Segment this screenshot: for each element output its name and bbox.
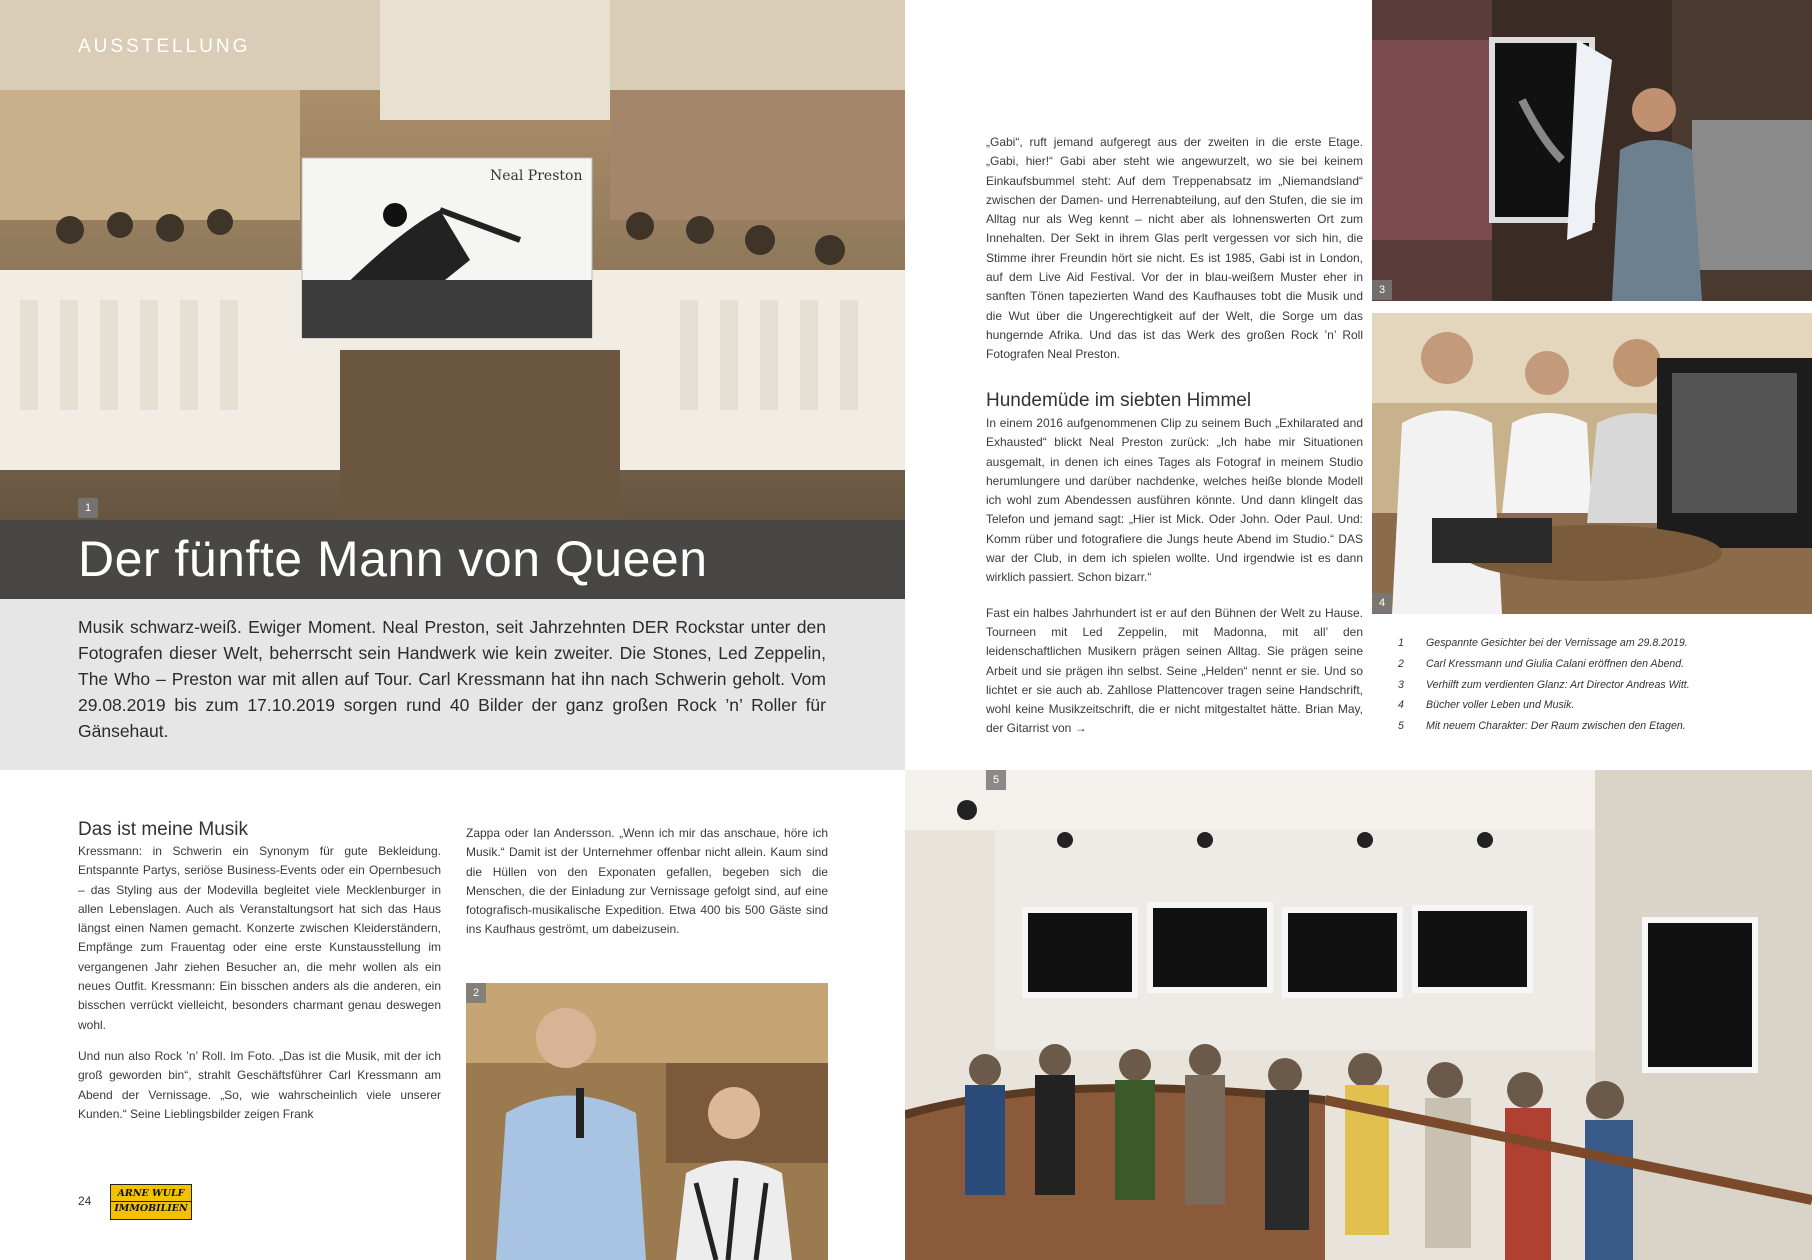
photo-number-badge: 4 — [1372, 593, 1392, 613]
section-label: AUSSTELLUNG — [78, 36, 251, 57]
right-column-text-2 — [986, 414, 1363, 751]
section-heading: Hundemüde im siebten Himmel — [986, 390, 1252, 411]
paragraph: Kressmann: in Schwerin ein Synonym für gute Bekleidung. Entspannte Partys, seriöse Business-Events oder ein Opernbesuch – das Styling aus der Modevilla begleitet viele Mecklenburger in allen Lebenslagen. Auch als Veranstaltungsort hat sich das Haus längst einen Namen gemacht. Konzerte zwischen Kleiderständern, Empfänge zum Frauentag oder eine erste Kunstausstellung im vergangenen Jahr ziehen Besucher an, die mehr wollen als ein neues Outfit. Kressmann: Ein bisschen anders als die anderen, ein bisschen verrückt vielleicht, besonders charmant genau deswegen wohl. — [78, 844, 441, 1032]
photo-number-badge: 1 — [78, 498, 98, 518]
left-column-1 — [78, 842, 441, 1136]
paragraph: Und nun also Rock ’n’ Roll. Im Foto. „Das ist die Musik, mit der ich groß geworden bin“, strahlt Geschäftsführer Carl Kressmann am Abend der Vernissage. „So, wie wahrscheinlich viele unserer Kunden.“ Seine Lieblingsbilder zeigen Frank — [78, 1048, 441, 1121]
paragraph: Fast ein halbes Jahrhundert ist er auf den Bühnen der Welt zu Hause. Tourneen mit Led Zeppelin, mit Madonna, mit all’ den leidenschaftlichen Musikern prägen seinen Alltag. Sie prägen seine Arbeit und sie prägen ihn selbst. Seine „Helden“ nennt er sie. Und so lichtet er sie auch ab. Zahllose Plattencover tragen seine Handschrift, wohl keine Musikzeitschrift, die er nicht mitgestaltet hätte. Brian May, der Gitarrist von → — [986, 605, 1363, 736]
photo-atrium-hero — [0, 0, 905, 599]
caption-item: 4 Bücher voller Leben und Musik. — [1398, 699, 1575, 712]
photo-number-badge: 2 — [466, 983, 486, 1003]
photo-art-director — [1372, 0, 1812, 301]
caption-item: 3 Verhilft zum verdienten Glanz: Art Director Andreas Witt. — [1398, 678, 1690, 691]
paragraph: In einem 2016 aufgenommenen Clip zu seinem Buch „Exhilarated and Exhausted“ blickt Neal Preston zurück: „Ich habe mir Situationen ausgemalt, in denen ich eines Tages als Fotograf in meinem Studio herumlungere und darüber nachdenke, welches heiße blonde Modell ich wohl zum Abendessen ausführen könnte. Und dann klingelt das Telefon und jemand sagt: „Hier ist Mick. Oder John. Oder Paul. Und: Komm rüber und fotografiere die Jungs heute Abend im Studio.“ DAS war der Club, in dem ich spielen wollte. Und irgendwie ist es dann wirklich passiert. Schon bizarr.“ — [986, 416, 1363, 585]
photo-gallery-stairs — [905, 770, 1812, 1260]
caption-item: 2 Carl Kressmann und Giulia Calani eröffnen den Abend. — [1398, 657, 1685, 670]
paragraph: „Gabi“, ruft jemand aufgeregt aus der zweiten in die erste Etage. „Gabi, hier!“ Gabi aber steht wie angewurzelt, wo sie bei keinem Einkaufsbummel steht: Auf dem Treppenabsatz im „Niemandsland“ zwischen der Damen- und Herrenabteilung, auf den Stufen, die sie im Alltag nur als Weg kennt – nicht aber als lohnenswerten Ort zum Innehalten. Der Sekt in ihrem Glas perlt vergessen vor sich hin, die Stimme ihrer Freundin hört sie nicht. Es ist 1985, Gabi ist in London, auf dem Live Aid Festival. Vor der in blau-weißem Muster eher in sanften Tönen tapezierten Wand des Kaufhauses tobt die Musik und die Wut über die Ungerechtigkeit auf der Welt, die Sorge um das hungernde Afrika. Und das ist das Werk des großen Rock ’n’ Roll Fotografen Neal Preston. — [986, 135, 1363, 362]
page-number: 24 — [78, 1194, 92, 1208]
photo-speakers — [466, 983, 828, 1260]
left-column-2 — [466, 824, 828, 952]
logo-line-1: ARNE WULF — [111, 1187, 191, 1202]
section-heading: Das ist meine Musik — [78, 819, 248, 840]
caption-item: 1 Gespannte Gesichter bei der Vernissage am 29.8.2019. — [1398, 637, 1688, 649]
photo-captions — [1398, 637, 1728, 741]
photo-books — [1372, 313, 1812, 614]
article-title: Der fünfte Mann von Queen — [78, 531, 708, 587]
paragraph: Zappa oder Ian Andersson. „Wenn ich mir das anschaue, höre ich Musik.“ Damit ist der Unternehmer offenbar nicht allein. Kaum sind die Hüllen von den Exponaten gefallen, begeben sich die Menschen, die der Einladung zur Vernissage gefolgt sind, auf eine fotografisch-musikalische Expedition. Etwa 400 bis 500 Gäste sind ins Kaufhaus geströmt, um dabeizusein. — [466, 826, 828, 937]
photo-number-badge: 5 — [986, 770, 1006, 790]
logo-line-2: IMMOBILIEN — [114, 1203, 188, 1214]
photo-number-badge: 3 — [1372, 280, 1392, 300]
caption-item: 5 Mit neuem Charakter: Der Raum zwischen den Etagen. — [1398, 720, 1686, 733]
right-column-text — [986, 133, 1363, 377]
intro-text: Musik schwarz-weiß. Ewiger Moment. Neal Preston, seit Jahrzehnten DER Rockstar unter den Fotografen dieser Welt, beherrscht sein Handwerk wie kein zweiter. Die Stones, Led Zeppelin, The Who – Preston war mit allen auf Tour. Carl Kressmann hat ihn nach Schwerin geholt. Vom 29.08.2019 bis zum 17.10.2019 sorgen rund 40 Bilder der ganz großen Rock ’n’ Roller für Gänsehaut. — [78, 617, 826, 741]
arne-wulf-logo — [110, 1184, 192, 1220]
hero-sign-text: Neal Preston — [490, 168, 583, 184]
